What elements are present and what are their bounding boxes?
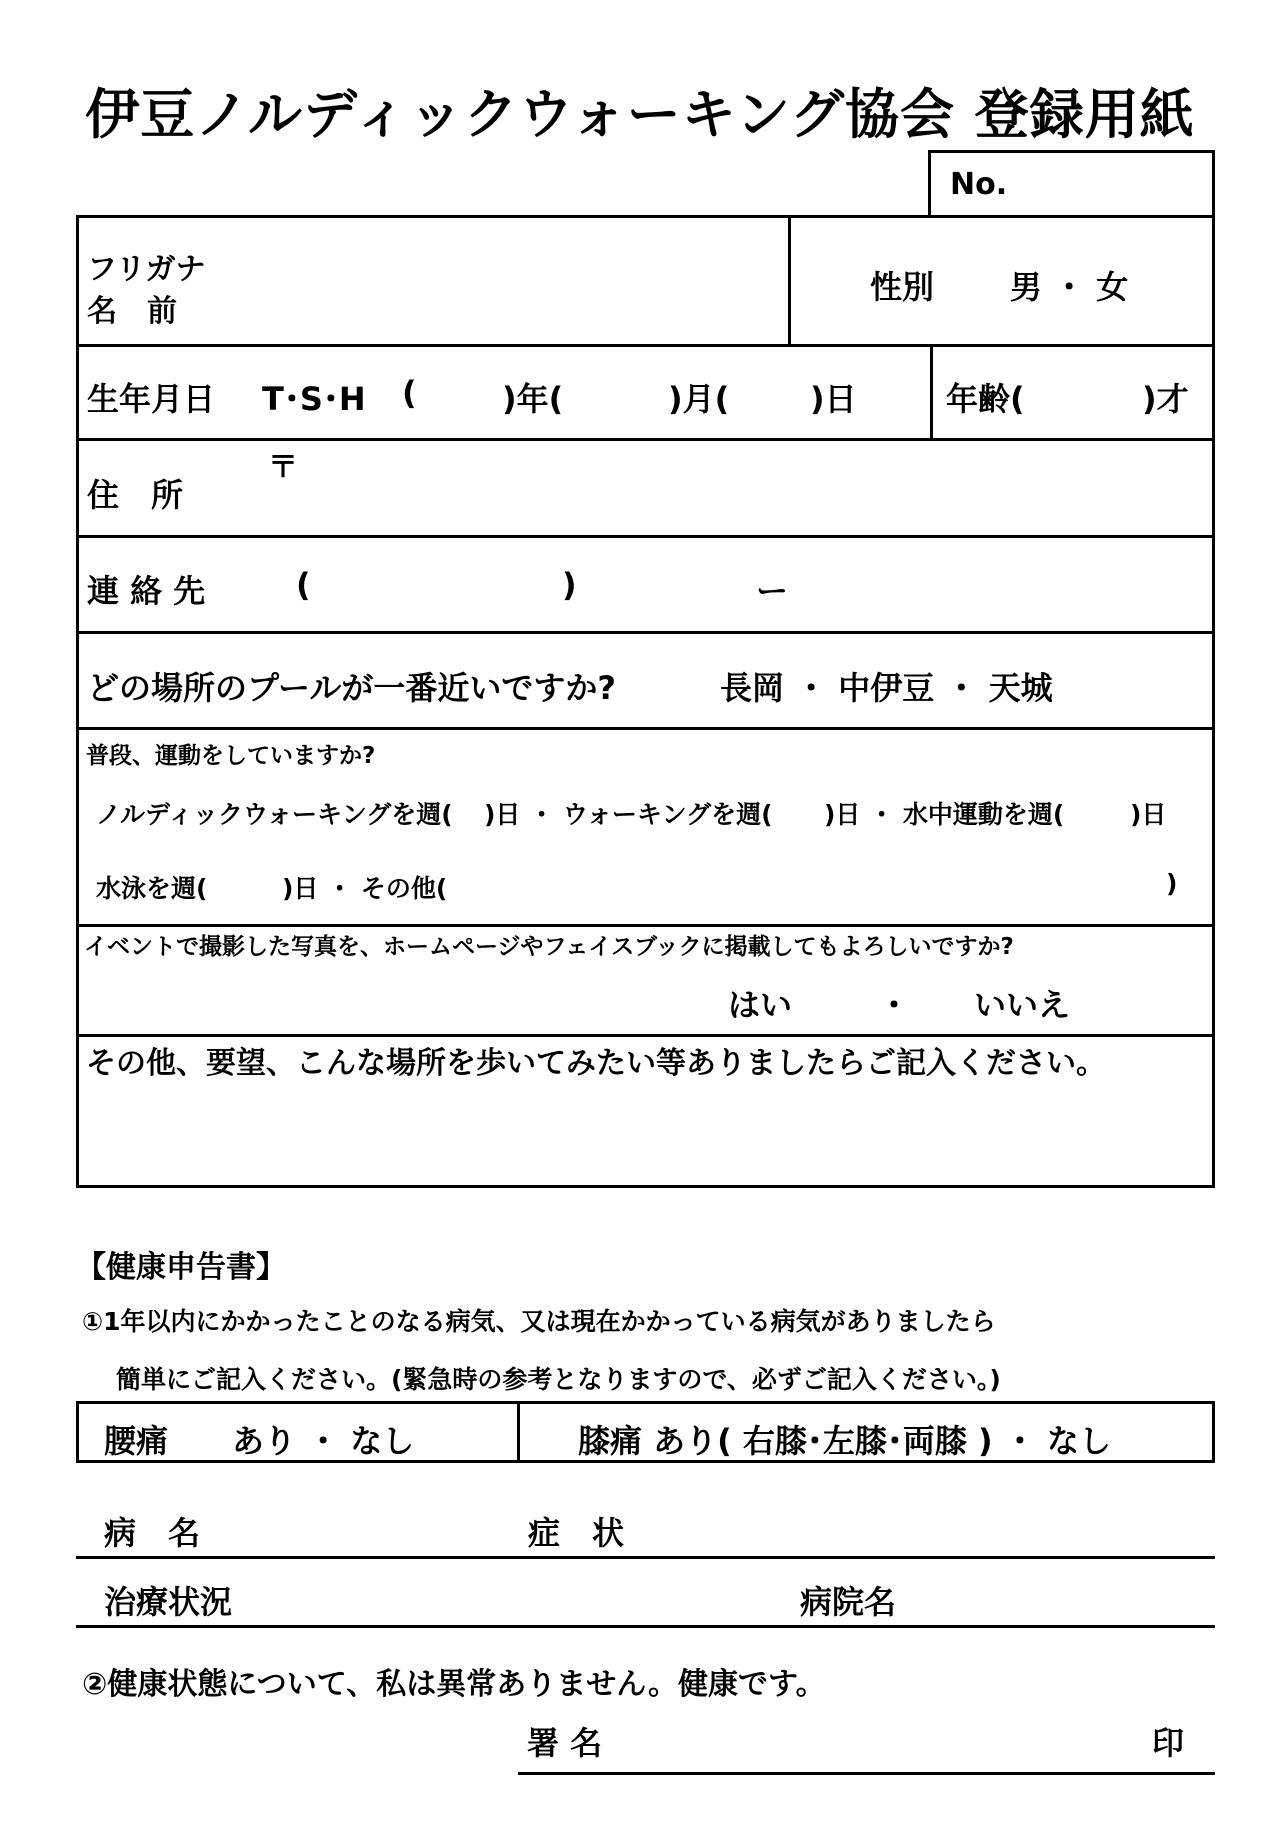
address-label: 住 所 — [87, 476, 184, 514]
column-divider — [930, 344, 933, 441]
disease-name-label: 病 名 — [104, 1514, 201, 1552]
exercise-walk-close: )日 ・ 水中運動を週( — [824, 800, 1065, 829]
age-label: 年齢( — [946, 380, 1025, 418]
health-question-2: ②健康状態について、私は異常ありません。健康です。 — [82, 1667, 826, 1702]
exercise-nordic-close: )日 ・ ウォーキングを週( — [484, 800, 773, 829]
requests-label: その他、要望、こんな場所を歩いてみたい等ありましたらご記入ください。 — [86, 1046, 1106, 1081]
age-close: )才 — [1142, 380, 1189, 418]
photo-separator: ・ — [878, 986, 911, 1024]
exercise-other-close: ) — [1166, 869, 1178, 898]
birth-year-close: )年( — [502, 380, 564, 418]
pain-divider — [517, 1401, 520, 1463]
disease-underline — [76, 1556, 1215, 1559]
address-input[interactable] — [300, 444, 1200, 530]
treatment-underline — [76, 1625, 1215, 1628]
exercise-nordic: ノルディックウォーキングを週( — [96, 800, 453, 829]
row-divider — [76, 535, 1215, 538]
symptom-label: 症 状 — [528, 1514, 625, 1552]
no-label: No. — [950, 167, 1008, 202]
signature-input[interactable] — [620, 1706, 1140, 1766]
contact-dash: ー — [756, 572, 789, 610]
requests-input[interactable] — [86, 1082, 1206, 1182]
era-options[interactable]: T･S･H — [262, 380, 366, 418]
row-divider — [76, 344, 1215, 347]
gender-label: 性別 — [870, 268, 935, 306]
signature-underline — [518, 1772, 1215, 1775]
row-divider — [76, 631, 1215, 634]
pool-question: どの場所のプールが一番近いですか? — [87, 669, 616, 707]
photo-yes-option[interactable]: はい — [728, 986, 793, 1024]
furigana-label: フリガナ — [87, 252, 206, 287]
hospital-label: 病院名 — [800, 1583, 897, 1621]
photo-question: イベントで撮影した写真を、ホームページやフェイスブックに掲載してもよろしいですか? — [84, 934, 1014, 960]
name-label: 名 前 — [87, 294, 177, 329]
birth-month-close: )月( — [668, 380, 730, 418]
birth-year-open: ( — [402, 374, 417, 412]
contact-label: 連 絡 先 — [87, 572, 206, 610]
row-divider — [76, 1034, 1215, 1037]
birthdate-label: 生年月日 — [87, 380, 216, 418]
postal-mark: 〒 — [268, 450, 298, 485]
seal-label: 印 — [1152, 1724, 1185, 1762]
knee-pain-options[interactable]: 膝痛 あり( 右膝･左膝･両膝 ) ・ なし — [578, 1422, 1111, 1460]
exercise-swim: 水泳を週( — [96, 874, 208, 903]
contact-open: ( — [296, 566, 311, 604]
row-divider — [76, 438, 1215, 441]
contact-close: ) — [562, 566, 577, 604]
photo-no-option[interactable]: いいえ — [974, 986, 1071, 1024]
row-divider — [76, 727, 1215, 730]
gender-options[interactable]: 男 ・ 女 — [1010, 268, 1129, 306]
column-divider — [788, 215, 791, 347]
birth-day-close: )日 — [810, 380, 857, 418]
page-title: 伊豆ノルディックウォーキング協会 登録用紙 — [85, 83, 1195, 146]
health-question-1-line-1: ①1年以内にかかったことのなる病気、又は現在かかっている病気がありましたら — [82, 1307, 996, 1336]
exercise-swim-close: )日 ・ その他( — [282, 874, 448, 903]
health-header: 【健康申告書】 — [76, 1250, 286, 1285]
exercise-question: 普段、運動をしていますか? — [86, 743, 376, 769]
back-pain-options[interactable]: 腰痛 あり ・ なし — [104, 1422, 415, 1460]
treatment-label: 治療状況 — [104, 1583, 233, 1621]
row-divider — [76, 924, 1215, 927]
signature-label: 署 名 — [527, 1724, 603, 1762]
name-input[interactable] — [240, 222, 780, 340]
health-question-1-line-2: 簡単にご記入ください。(緊急時の参考となりますので、必ずご記入ください。) — [116, 1365, 1001, 1394]
exercise-water-close: )日 — [1130, 800, 1167, 829]
pool-options[interactable]: 長岡 ・ 中伊豆 ・ 天城 — [720, 669, 1053, 707]
